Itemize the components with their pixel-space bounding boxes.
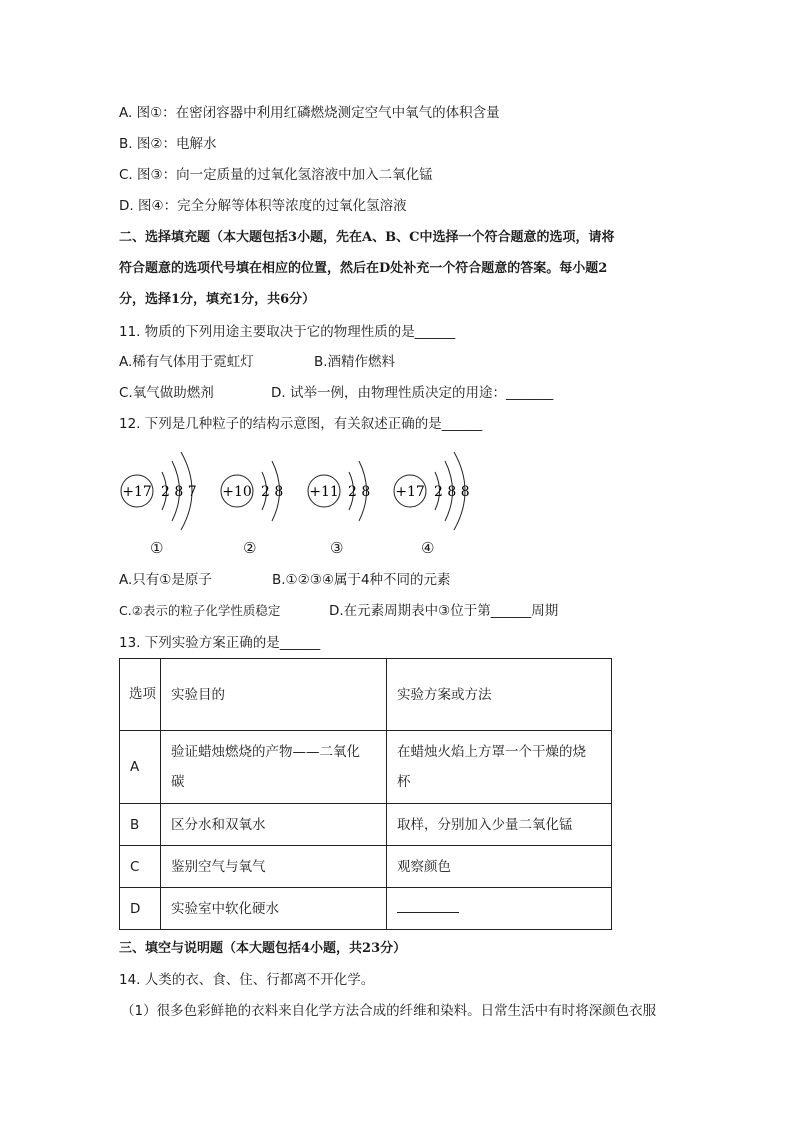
particle-label-3: ③ — [330, 539, 344, 557]
particle-3-electrons: 2 8 — [348, 484, 371, 500]
table-row — [120, 888, 612, 930]
particle-diagram-2 — [219, 450, 319, 532]
experiment-table — [119, 658, 612, 930]
row-d-purpose: 实验室中软化硬水 — [161, 888, 387, 930]
row-b-method: 取样，分别加入少量二氧化锰 — [387, 804, 612, 846]
row-c-option: C — [120, 846, 161, 888]
particle-svg-3 — [306, 450, 406, 532]
particle-diagram-4 — [392, 450, 492, 532]
particle-diagram-1 — [119, 450, 219, 532]
q10-option-b: B. 图②：电解水 — [119, 136, 217, 152]
particle-4-electrons: 2 8 8 — [434, 484, 470, 500]
header-method: 实验方案或方法 — [387, 659, 612, 731]
q11-stem: 11. 物质的下列用途主要取决于它的物理性质的是______ — [119, 324, 456, 340]
q12-option-a: A.只有①是原子 — [119, 572, 212, 588]
answer-blank — [397, 898, 459, 913]
header-purpose: 实验目的 — [161, 659, 387, 731]
q12-stem: 12. 下列是几种粒子的结构示意图，有关叙述正确的是______ — [119, 416, 483, 432]
particle-diagram-3 — [306, 450, 406, 532]
table-row — [120, 846, 612, 888]
particle-1-nucleus: +17 — [122, 484, 152, 500]
particle-svg-4 — [392, 450, 492, 532]
row-a-purpose: 验证蜡烛燃烧的产物——二氧化碳 — [161, 731, 387, 804]
section-2-heading-line2: 符合题意的选项代号填在相应的位置，然后在D处补充一个符合题意的答案。每小题2 — [119, 261, 608, 276]
row-c-purpose: 鉴别空气与氧气 — [161, 846, 387, 888]
particle-label-2: ② — [243, 539, 257, 557]
q11-option-b: B.酒精作燃料 — [314, 354, 396, 370]
table-row — [120, 731, 612, 804]
row-d-method-blank — [387, 888, 612, 930]
row-a-method: 在蜡烛火焰上方罩一个干燥的烧杯 — [387, 731, 612, 804]
row-d-option: D — [120, 888, 161, 930]
header-option: 选项 — [120, 659, 161, 731]
q13-stem: 13. 下列实验方案正确的是______ — [119, 635, 321, 651]
q12-option-b: B.①②③④属于4种不同的元素 — [272, 572, 451, 588]
particle-label-4: ④ — [421, 539, 435, 557]
particle-svg-2 — [219, 450, 319, 532]
particle-2-nucleus: +10 — [222, 484, 252, 500]
particle-3-nucleus: +11 — [309, 484, 339, 500]
q10-option-a: A. 图①：在密闭容器中利用红磷燃烧测定空气中氧气的体积含量 — [119, 105, 500, 121]
q10-option-d: D. 图④：完全分解等体积等浓度的过氧化氢溶液 — [119, 198, 407, 214]
row-b-option: B — [120, 804, 161, 846]
row-a-option: A — [120, 731, 161, 804]
row-b-purpose: 区分水和双氧水 — [161, 804, 387, 846]
particle-2-electrons: 2 8 — [261, 484, 284, 500]
particle-label-1: ① — [150, 539, 164, 557]
q11-option-a: A.稀有气体用于霓虹灯 — [119, 354, 254, 370]
table-header-row — [120, 659, 612, 731]
q11-option-c: C.氧气做助燃剂 — [119, 385, 214, 401]
row-c-method: 观察颜色 — [387, 846, 612, 888]
section-2-heading-line1: 二、选择填充题（本大题包括3小题，先在A、B、C中选择一个符合题意的选项，请将 — [119, 230, 615, 245]
q12-option-c: C.②表示的粒子化学性质稳定 — [119, 603, 281, 618]
q11-option-d: D. 试举一例，由物理性质决定的用途：_______ — [271, 385, 554, 401]
q12-option-d: D.在元素周期表中③位于第______周期 — [329, 603, 559, 619]
table-row — [120, 804, 612, 846]
q14-stem: 14. 人类的衣、食、住、行都离不开化学。 — [119, 972, 375, 988]
particle-4-nucleus: +17 — [395, 484, 425, 500]
q14-sub1: （1）很多色彩鲜艳的衣料来自化学方法合成的纤维和染料。日常生活中有时将深颜色衣服 — [121, 1003, 657, 1019]
section-3-heading: 三、填空与说明题（本大题包括4小题，共23分） — [119, 941, 407, 956]
particle-svg-1 — [119, 450, 219, 532]
section-2-heading-line3: 分，选择1分，填充1分，共6分） — [119, 292, 316, 307]
q10-option-c: C. 图③：向一定质量的过氧化氢溶液中加入二氧化锰 — [119, 167, 433, 183]
particle-1-electrons: 2 8 7 — [161, 484, 197, 500]
